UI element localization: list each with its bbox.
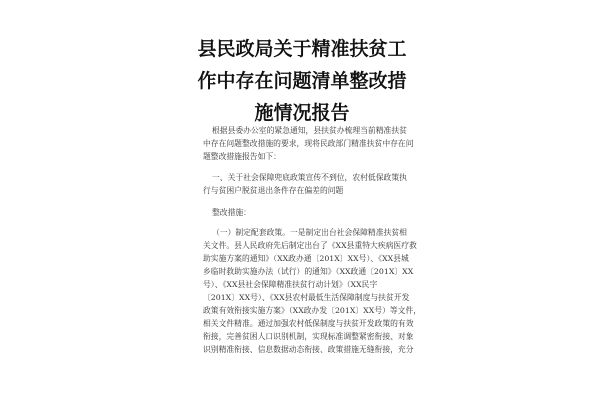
document-title-line-1: 县民政局关于精准扶贫工 xyxy=(197,38,407,60)
measure1-line-1: （一）制定配套政策。一是制定出台社会保障精准扶贫相 xyxy=(212,228,407,237)
measure1-line-3: 助实施方案的通知》（XX政办通〔201X〕XX号）、《XX县城 xyxy=(203,254,409,263)
intro-line-3: 题整改措施报告如下： xyxy=(203,152,281,161)
document-title-line-3: 施情况报告 xyxy=(254,102,350,124)
measure1-line-10: 识别精准衔接、信息数据动态衔接、政策措施无缝衔接，充分 xyxy=(203,345,414,354)
intro-line-2: 中存在问题整改措施的要求，现将民政部门精准扶贫中存在问 xyxy=(203,139,414,148)
measures-label: 整改措施： xyxy=(212,208,251,217)
section1-heading-line-1: 一、关于社会保障兜底政策宣传不到位，农村低保政策执 xyxy=(212,173,407,182)
measure1-line-7: 政策有效衔接实施方案》（XX政办发〔201X〕XX号）等文件， xyxy=(203,306,422,315)
measure1-line-8: 相关文件精准。通过加强农村低保制度与扶贫开发政策的有效 xyxy=(203,319,414,328)
intro-line-1: 根据县委办公室的紧急通知，县扶贫办梳理当前精准扶贫 xyxy=(212,126,407,135)
measure1-line-9: 衔接，完善贫困人口识别机制，实现标准调整紧密衔接、对象 xyxy=(203,332,414,341)
measure1-line-6: 〔201X〕XX号）、《XX县农村最低生活保障制度与扶贫开发 xyxy=(203,293,410,302)
measure1-line-2: 关文件。县人民政府先后制定出台了《XX县重特大疾病医疗救 xyxy=(203,241,417,250)
section1-heading-line-2: 行与贫困户脱贫退出条件存在偏差的问题 xyxy=(203,186,344,195)
document-title-line-2: 作中存在问题清单整改措 xyxy=(197,70,407,92)
measure1-line-5: 号）、《XX县社会保障精准扶贫行动计划》（XX民字 xyxy=(203,280,378,289)
measure1-line-4: 乡临时救助实施办法（试行）的通知》（XX政通〔201X〕XX xyxy=(203,267,414,276)
